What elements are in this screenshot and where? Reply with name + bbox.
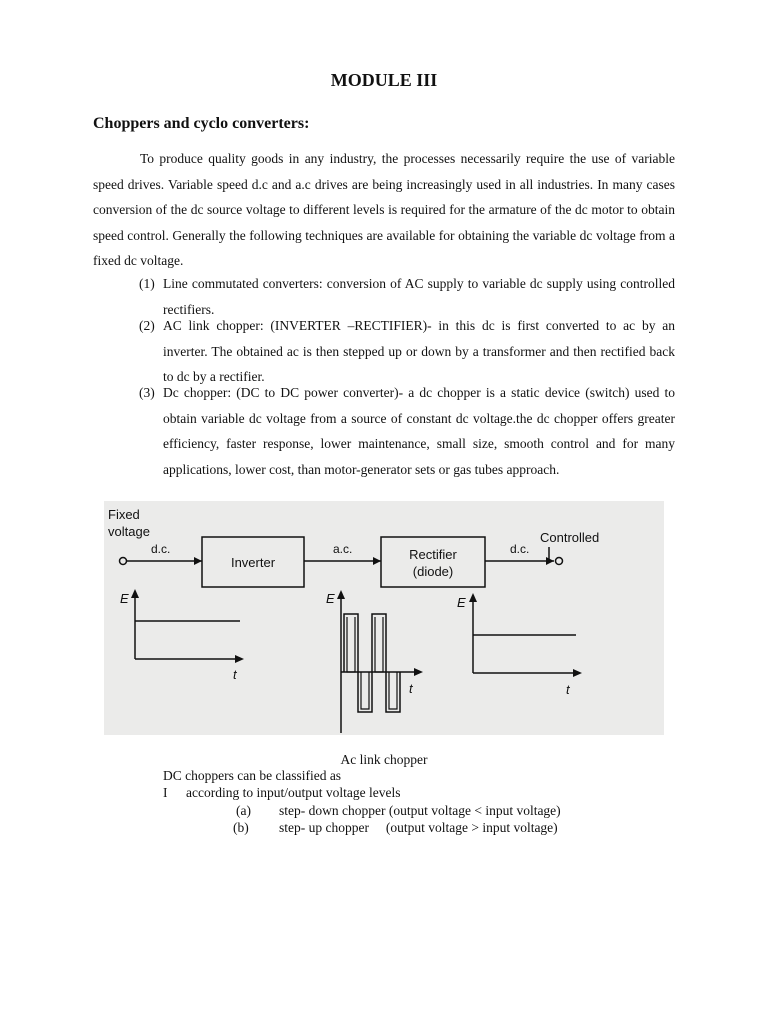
arrow-icon xyxy=(373,557,381,565)
technique-item-2 xyxy=(139,313,675,390)
output-terminal xyxy=(556,558,563,565)
block-diagram xyxy=(104,501,664,735)
technique-number: (2) xyxy=(139,318,155,333)
technique-text: AC link chopper: (INVERTER –RECTIFIER)- in this dc is first converted to ac by an inverter. The obtained ac is then stepped up or down by a transformer and then rectified back to dc by a rectifier. xyxy=(163,318,675,384)
input-terminal xyxy=(120,558,127,565)
output-label: Controlled xyxy=(540,530,600,545)
technique-text: Dc chopper: (DC to DC power converter)- a dc chopper is a static device (switch) used to obtain variable dc voltage from a source of constant dc voltage.the dc chopper offers greater efficiency, faster response, lower maintenance, small size, smooth control and for many applications, lower cost, than motor-generator sets or gas tubes approach. xyxy=(163,385,675,477)
arrow-icon xyxy=(546,557,554,565)
dc-label-input: d.c. xyxy=(151,542,171,556)
input-label-line2: voltage xyxy=(108,524,150,539)
technique-item-3 xyxy=(139,380,675,482)
rectifier-label-line2: (diode) xyxy=(412,564,454,579)
classification-item-letter: (b) xyxy=(233,820,249,835)
axis-arrow-icon xyxy=(414,668,423,676)
classification-item-letter: (a) xyxy=(236,803,251,818)
rectifier-block xyxy=(381,537,485,587)
input-waveform xyxy=(120,589,244,682)
arrow-icon xyxy=(194,557,202,565)
dc-label-output: d.c. xyxy=(510,542,530,556)
axis-arrow-icon xyxy=(235,655,244,663)
axis-t-label: t xyxy=(566,682,570,697)
rectifier-label-line1: Rectifier xyxy=(409,547,457,562)
page-title: MODULE III xyxy=(330,70,438,90)
axis-e-label: E xyxy=(326,591,335,606)
axis-t-label: t xyxy=(233,667,237,682)
axis-e-label: E xyxy=(457,595,466,610)
axis-arrow-icon xyxy=(573,669,582,677)
ac-waveform xyxy=(326,590,423,733)
classification-item-text: step- up chopper (output voltage > input voltage) xyxy=(279,820,558,835)
axis-arrow-icon xyxy=(469,593,477,602)
technique-number: (1) xyxy=(139,276,155,291)
input-label-line1: Fixed xyxy=(108,507,140,522)
classification-group-number: I xyxy=(163,785,168,800)
ac-link-chopper-figure xyxy=(104,501,664,735)
axis-t-label: t xyxy=(409,681,413,696)
axis-e-label: E xyxy=(120,591,129,606)
inverter-label: Inverter xyxy=(230,555,276,570)
intro-paragraph: To produce quality goods in any industry, the processes necessarily require the use of variable speed drives. Variable speed d.c and a.c drives are being increasingly used in all industries. In many cases conversion of the dc source voltage to different levels is required for the armature of the dc motor to obtain speed control. Generally the following techniques are available for obtaining the variable dc voltage from a fixed dc voltage. xyxy=(93,151,675,268)
output-waveform xyxy=(457,593,582,697)
axis-arrow-icon xyxy=(131,589,139,598)
classification-item-text: step- down chopper (output voltage < input voltage) xyxy=(279,803,561,818)
axis-arrow-icon xyxy=(337,590,345,599)
ac-label: a.c. xyxy=(333,542,353,556)
technique-text: Line commutated converters: conversion of AC supply to variable dc supply using controlled rectifiers. xyxy=(163,276,675,317)
section-heading: Choppers and cyclo converters: xyxy=(93,115,310,132)
classification-intro: DC choppers can be classified as xyxy=(163,768,342,783)
classification-group-text: according to input/output voltage levels xyxy=(186,785,401,800)
technique-number: (3) xyxy=(139,385,155,400)
figure-caption: Ac link chopper xyxy=(340,752,428,767)
